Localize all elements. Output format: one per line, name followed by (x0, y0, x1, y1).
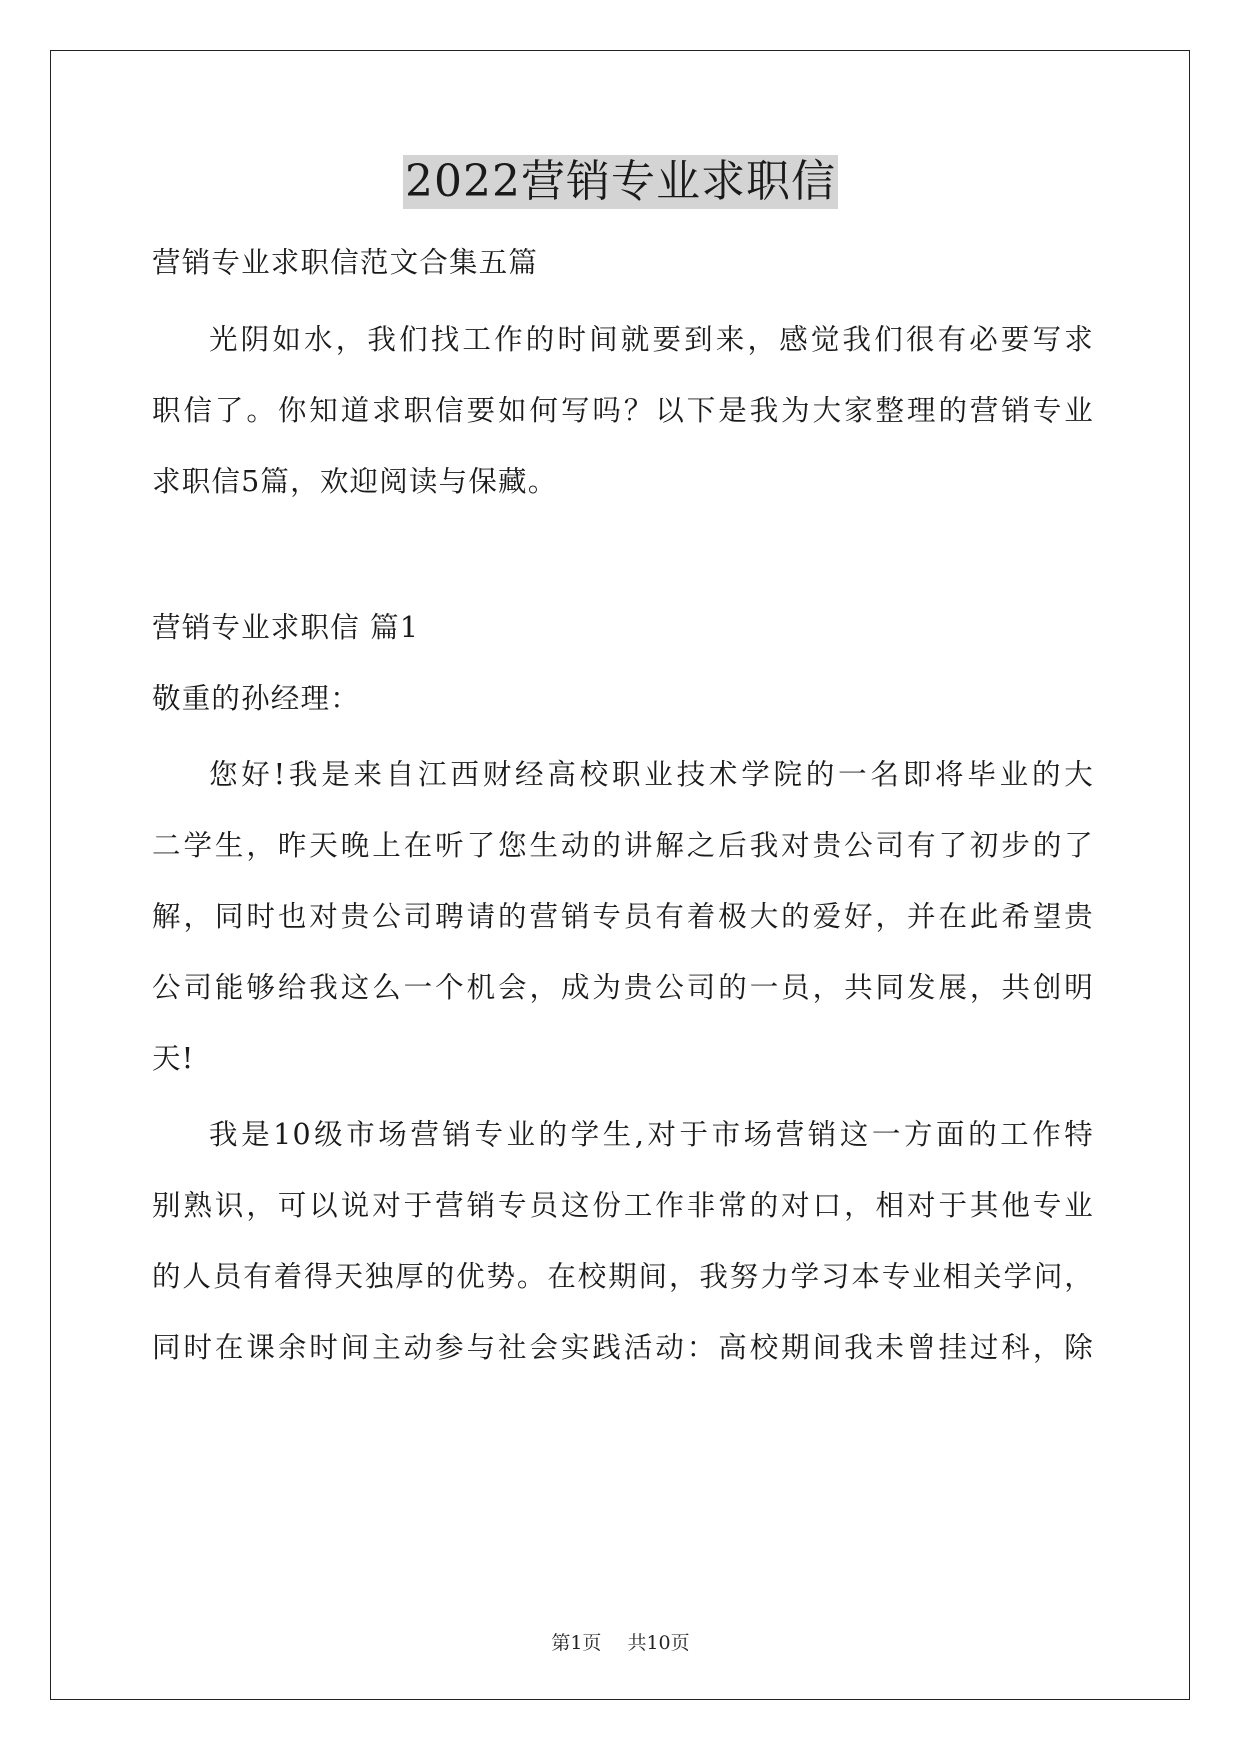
intro-line: 求职信5篇，欢迎阅读与保藏。 (152, 465, 558, 498)
paragraph-line: 同时在课余时间主动参与社会实践活动：高校期间我未曾挂过科，除 (152, 1331, 1094, 1364)
paragraph-line: 解，同时也对贵公司聘请的营销专员有着极大的爱好，并在此希望贵 (152, 900, 1094, 933)
intro-line: 光阴如水，我们找工作的时间就要到来，感觉我们很有必要写求 (209, 323, 1094, 356)
document-title-container (0, 155, 1241, 209)
salutation: 敬重的孙经理： (152, 682, 360, 715)
document-subtitle: 营销专业求职信范文合集五篇 (152, 246, 539, 279)
paragraph-line: 别熟识，可以说对于营销专员这份工作非常的对口，相对于其他专业 (152, 1189, 1094, 1222)
page-border (50, 50, 1190, 1700)
page-number-total: 共10页 (627, 1632, 690, 1654)
paragraph-line: 天! (152, 1042, 195, 1075)
paragraph-line: 您好!我是来自江西财经高校职业技术学院的一名即将毕业的大 (209, 758, 1094, 791)
section-heading: 营销专业求职信 篇1 (152, 611, 420, 644)
page-number-current: 第1页 (551, 1632, 602, 1654)
paragraph-line: 二学生，昨天晚上在听了您生动的讲解之后我对贵公司有了初步的了 (152, 829, 1094, 862)
paragraph-line: 的人员有着得天独厚的优势。在校期间，我努力学习本专业相关学问， (152, 1260, 1094, 1293)
intro-line: 职信了。你知道求职信要如何写吗？以下是我为大家整理的营销专业 (152, 394, 1094, 427)
paragraph-line: 我是10级市场营销专业的学生,对于市场营销这一方面的工作特 (209, 1118, 1094, 1151)
document-title: 2022营销专业求职信 (405, 156, 836, 207)
page-footer (0, 1628, 1241, 1655)
paragraph-line: 公司能够给我这么一个机会，成为贵公司的一员，共同发展，共创明 (152, 971, 1094, 1004)
